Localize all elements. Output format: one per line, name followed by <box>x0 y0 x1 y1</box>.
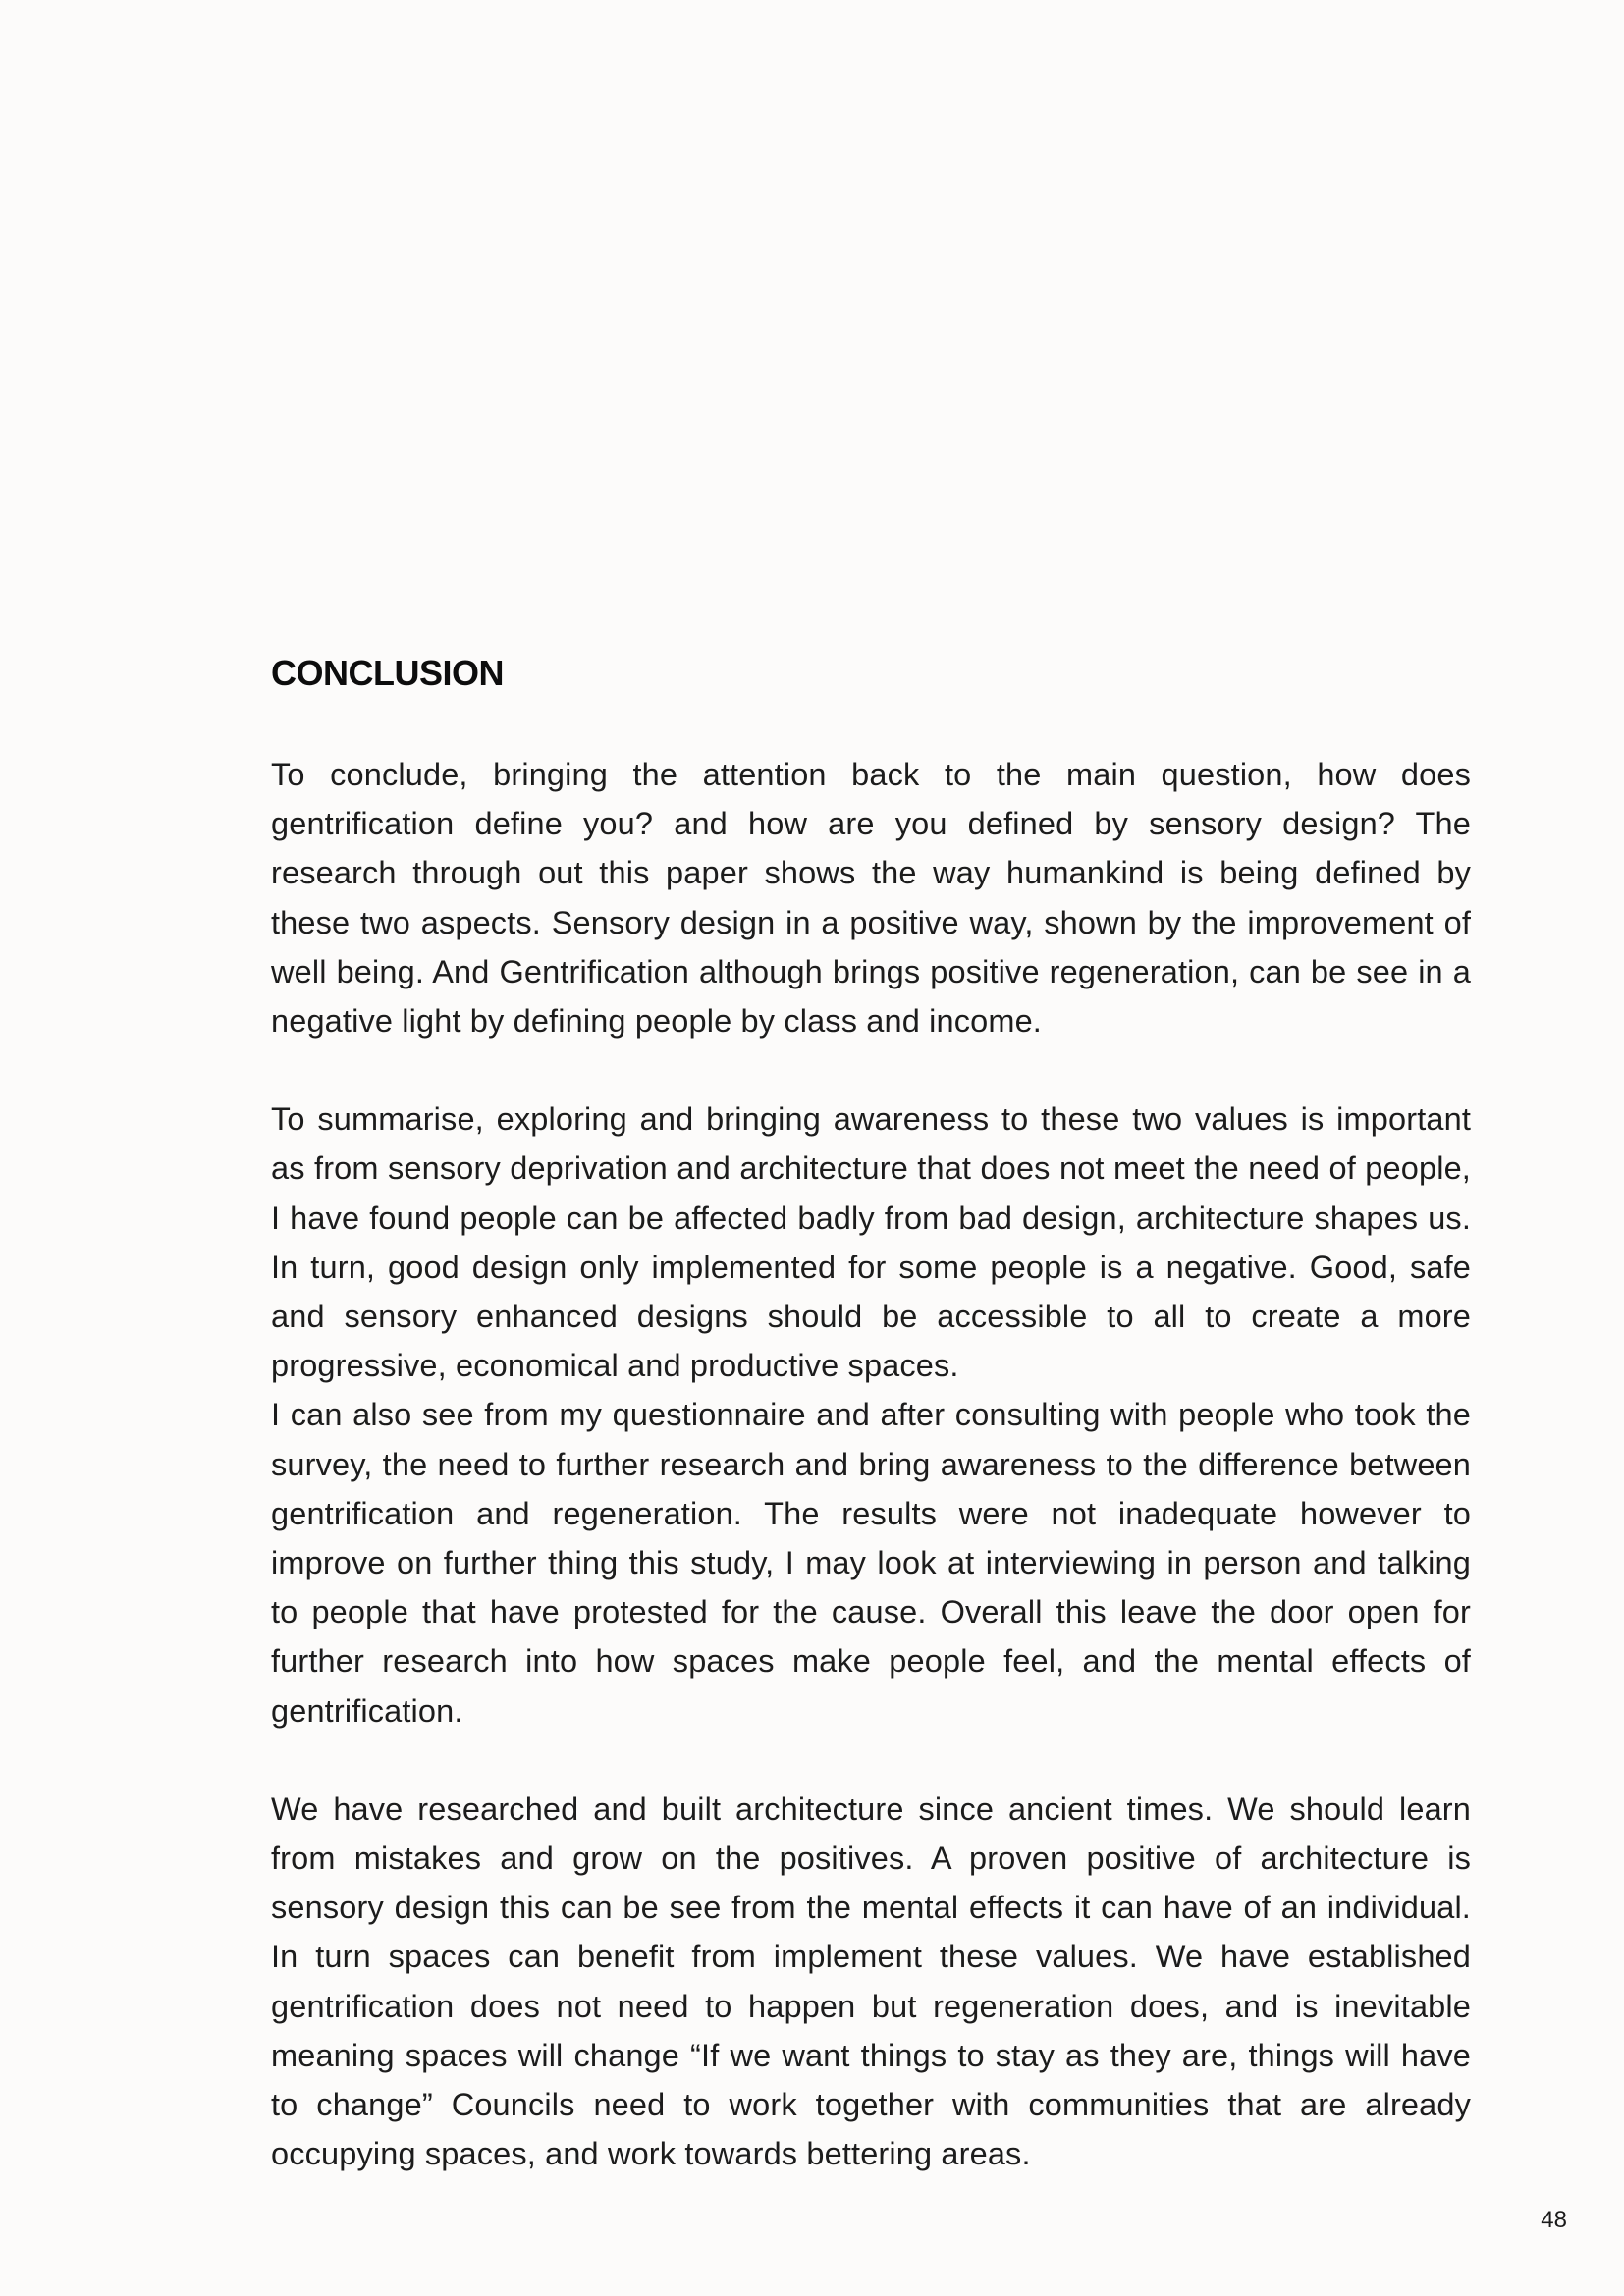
paragraph-3: I can also see from my questionnaire and after consulting with people who took the survey, the need to further research and bring awareness to the difference between gentrification and regeneration. The results were not inadequate however to improve on further thing this study, I may look at interviewing in person and talking to people that have protested for the cause. Overall this leave the door open for further research into how spaces make people feel, and the mental effects of gentrification. <box>271 1397 1471 1729</box>
paragraph-1: To conclude, bringing the attention back to the main question, how does gentrification define you? and how are you defined by sensory design? The research through out this paper shows the way humankind is being defined by these two aspects. Sensory design in a positive way, shown by the improvement of well being. And Gentrification although brings positive regeneration, can be see in a negative light by defining people by class and income. <box>271 757 1471 1040</box>
paragraph-2: To summarise, exploring and bringing awareness to these two values is important as from sensory deprivation and architecture that does not meet the need of people, I have found people can be affected badly from bad design, architecture shapes us. In turn, good design only implemented for some people is a negative. Good, safe and sensory enhanced designs should be accessible to all to create a more progressive, economical and productive spaces. <box>271 1101 1471 1384</box>
page-number: 48 <box>1541 2207 1567 2233</box>
section-heading: CONCLUSION <box>271 653 504 693</box>
conclusion-section <box>271 654 1471 2178</box>
paragraph-4: We have researched and built architecture since ancient times. We should learn from mistakes and grow on the positives. A proven positive of architecture is sensory design this can be see from the mental effects it can have of an individual. In turn spaces can benefit from implement these values. We have established gentrification does not need to happen but regeneration does, and is inevitable meaning spaces will change “If we want things to stay as they are, things will have to change” Councils need to work together with communities that are already occupying spaces, and work towards bettering areas. <box>271 1790 1471 2172</box>
